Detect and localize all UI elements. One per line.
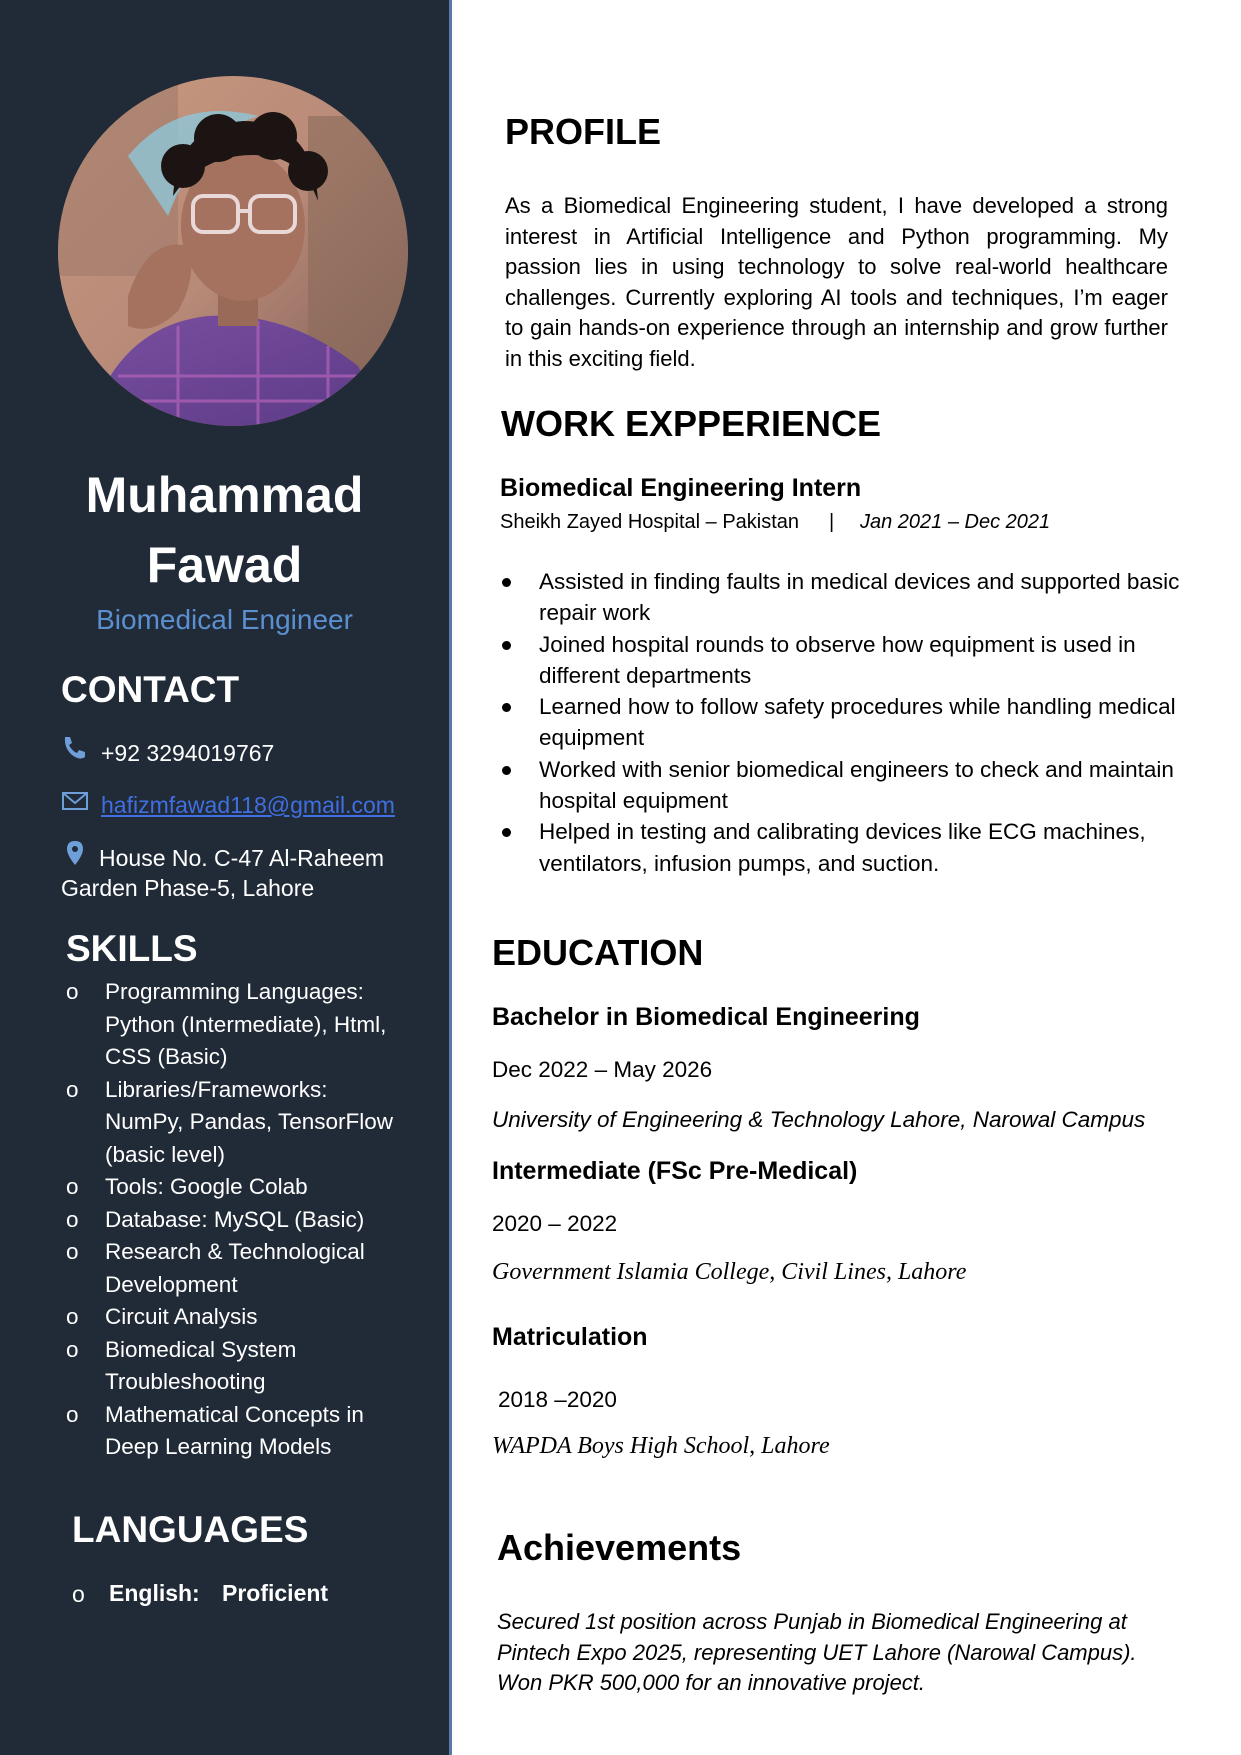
work-duties-list [500, 566, 1180, 879]
mail-icon [62, 791, 88, 816]
profile-photo [58, 76, 408, 426]
language-name: English: [109, 1580, 200, 1606]
language-bullet: o [72, 1581, 85, 1607]
list-item: Joined hospital rounds to observe how equipment is used in different departments [500, 629, 1180, 692]
list-bullet: o [66, 979, 79, 1004]
skills-list [66, 976, 396, 1464]
achievements-text: Secured 1st position across Punjab in Biomedical Engineering at Pintech Expo 2025, representing UET Lahore (Narowal Campus). Won PKR 500,000 for an innovative project. [497, 1609, 1137, 1695]
profile-heading: PROFILE [505, 111, 662, 152]
list-bullet: o [66, 1076, 79, 1102]
skill-item: o Libraries/Frameworks: NumPy, Pandas, TensorFlow (basic level) [66, 1074, 396, 1172]
contact-heading: CONTACT [61, 669, 240, 710]
sidebar-divider [449, 0, 452, 1755]
skill-item: o Circuit Analysis [66, 1301, 396, 1334]
list-bullet: o [66, 1239, 79, 1264]
degree-3-dates: 2018 –2020 [498, 1387, 617, 1412]
location-icon [66, 840, 84, 871]
list-bullet: o [66, 1401, 79, 1427]
bullet-dot [502, 578, 511, 587]
language-level: Proficient [222, 1580, 329, 1606]
degree-2-dates: 2020 – 2022 [492, 1211, 618, 1236]
work-heading: WORK EXPPERIENCE [501, 403, 882, 444]
degree-1: Bachelor in Biomedical Engineering [492, 1003, 920, 1031]
degree-2-school: Government Islamia College, Civil Lines, Lahore [492, 1259, 967, 1285]
list-bullet: o [66, 1304, 79, 1329]
degree-1-school: University of Engineering & Technology Lahore, Narowal Campus [492, 1107, 1146, 1132]
phone-number: +92 3294019767 [101, 740, 275, 766]
job-organization: Sheikh Zayed Hospital – Pakistan [500, 511, 800, 533]
name-first: Muhammad [85, 467, 364, 523]
list-bullet: o [66, 1174, 79, 1199]
degree-1-dates: Dec 2022 – May 2026 [492, 1057, 713, 1082]
degree-3: Matriculation [492, 1323, 648, 1351]
education-heading: EDUCATION [492, 932, 704, 973]
languages-heading: LANGUAGES [72, 1509, 309, 1550]
profile-text: As a Biomedical Engineering student, I have developed a strong interest in Artificial Intelligence and Python programming. My passion lies in using technology to solve real-world healthcare challenges. Currently exploring AI tools and techniques, I’m eager to gain hands-on experience through an internship and grow further in this exciting field. [505, 193, 1168, 371]
bullet-dot [502, 703, 511, 712]
degree-3-school: WAPDA Boys High School, Lahore [492, 1433, 830, 1459]
degree-2: Intermediate (FSc Pre-Medical) [492, 1157, 858, 1185]
bullet-dot [502, 828, 511, 837]
bullet-dot [502, 641, 511, 650]
phone-icon [60, 734, 88, 767]
job-title: Biomedical Engineering Intern [500, 474, 862, 502]
email-link[interactable]: hafizmfawad118@gmail.com [101, 792, 395, 818]
skill-item: o Biomedical System Troubleshooting [66, 1334, 396, 1399]
skill-item: o Tools: Google Colab [66, 1171, 396, 1204]
list-item: Assisted in finding faults in medical devices and supported basic repair work [500, 566, 1180, 629]
name-last: Fawad [146, 537, 303, 593]
skill-item: o Mathematical Concepts in Deep Learning Models [66, 1399, 396, 1464]
skill-item: o Programming Languages: Python (Intermediate), Html, CSS (Basic) [66, 976, 396, 1074]
list-item: Worked with senior biomedical engineers to check and maintain hospital equipment [500, 754, 1180, 817]
bullet-dot [502, 766, 511, 775]
list-bullet: o [66, 1336, 79, 1362]
address-line-2: Garden Phase-5, Lahore [61, 875, 315, 901]
job-separator: | [829, 511, 835, 533]
skill-item: o Database: MySQL (Basic) [66, 1204, 396, 1237]
list-bullet: o [66, 1206, 79, 1232]
job-role: Biomedical Engineer [96, 604, 353, 635]
list-item: Learned how to follow safety procedures while handling medical equipment [500, 691, 1180, 754]
achievements-heading: Achievements [497, 1527, 742, 1568]
list-item: Helped in testing and calibrating devices like ECG machines, ventilators, infusion pumps, and suction. [500, 816, 1180, 879]
address-line-1: House No. C-47 Al-Raheem [99, 845, 385, 871]
skills-heading: SKILLS [66, 928, 198, 969]
job-dates: Jan 2021 – Dec 2021 [860, 511, 1051, 533]
skill-item: o Research & Technological Development [66, 1236, 396, 1301]
